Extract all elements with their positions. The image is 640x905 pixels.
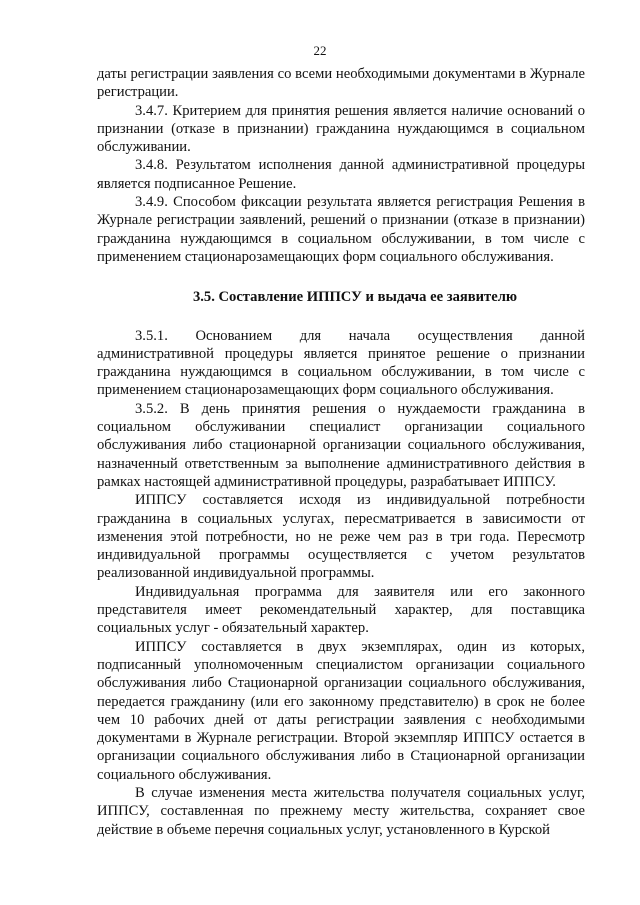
paragraphs-top xyxy=(97,65,585,266)
paragraph: 3.4.7. Критерием для принятия решения является наличие оснований о признании (отказе в признании) гражданина нуждающимся в социальном обслуживании. xyxy=(97,102,585,156)
paragraph: даты регистрации заявления со всеми необходимыми документами в Журнале регистрации. xyxy=(97,66,585,101)
paragraphs-bottom xyxy=(97,327,585,839)
paragraph: 3.4.9. Способом фиксации результата является регистрация Решения в Журнале регистрации заявлений, решений о признании (отказе в признании) гражданина нуждающимся в социальном обслуживании, в том числе с применением стационарозамещающих форм социального обслуживания. xyxy=(97,194,585,265)
paragraph: ИППСУ составляется в двух экземплярах, один из которых, подписанный уполномоченным специалистом организации социального обслуживания либо Стационарной организации социального обслуживания, передается гражданину (или его законному представителю) в срок не более чем 10 рабочих дней от даты регистрации заявления с необходимыми документами в Журнале регистрации. Второй экземпляр ИППСУ остается в организации социального обслуживания либо в Стационарной организации социального обслуживания. xyxy=(97,638,585,783)
document-body xyxy=(97,65,585,839)
page-number: 22 xyxy=(313,43,327,58)
paragraph: 3.5.1. Основанием для начала осуществления данной административной процедуры является принятое решение о признании гражданина нуждающимся в социальном обслуживании, в том числе с применением стационарозамещающих форм социального обслуживания. xyxy=(97,327,585,399)
paragraph: 3.5.2. В день принятия решения о нуждаемости гражданина в социальном обслуживании специалист организации социального обслуживания либо стационарной организации социального обслуживания, назначенный ответственным за выполнение административного действия в рамках настоящей административной процедуры, разрабатывает ИППСУ. xyxy=(97,400,585,490)
section-heading: 3.5. Составление ИППСУ и выдача ее заявителю xyxy=(192,289,518,306)
paragraph: 3.4.8. Результатом исполнения данной административной процедуры является подписанное Решение. xyxy=(97,157,585,192)
paragraph: Индивидуальная программа для заявителя или его законного представителя имеет рекомендательный характер, для поставщика социальных услуг - обязательный характер. xyxy=(97,583,585,637)
paragraph: В случае изменения места жительства получателя социальных услуг, ИППСУ, составленная по прежнему месту жительства, сохраняет свое действие в объеме перечня социальных услуг, установленного в Курской xyxy=(97,784,585,838)
paragraph: ИППСУ составляется исходя из индивидуальной потребности гражданина в социальных услугах, пересматривается в зависимости от изменения этой потребности, но не реже чем раз в три года. Пересмотр индивидуальной программы осуществляется с учетом результатов реализованной индивидуальной программы. xyxy=(97,492,585,582)
